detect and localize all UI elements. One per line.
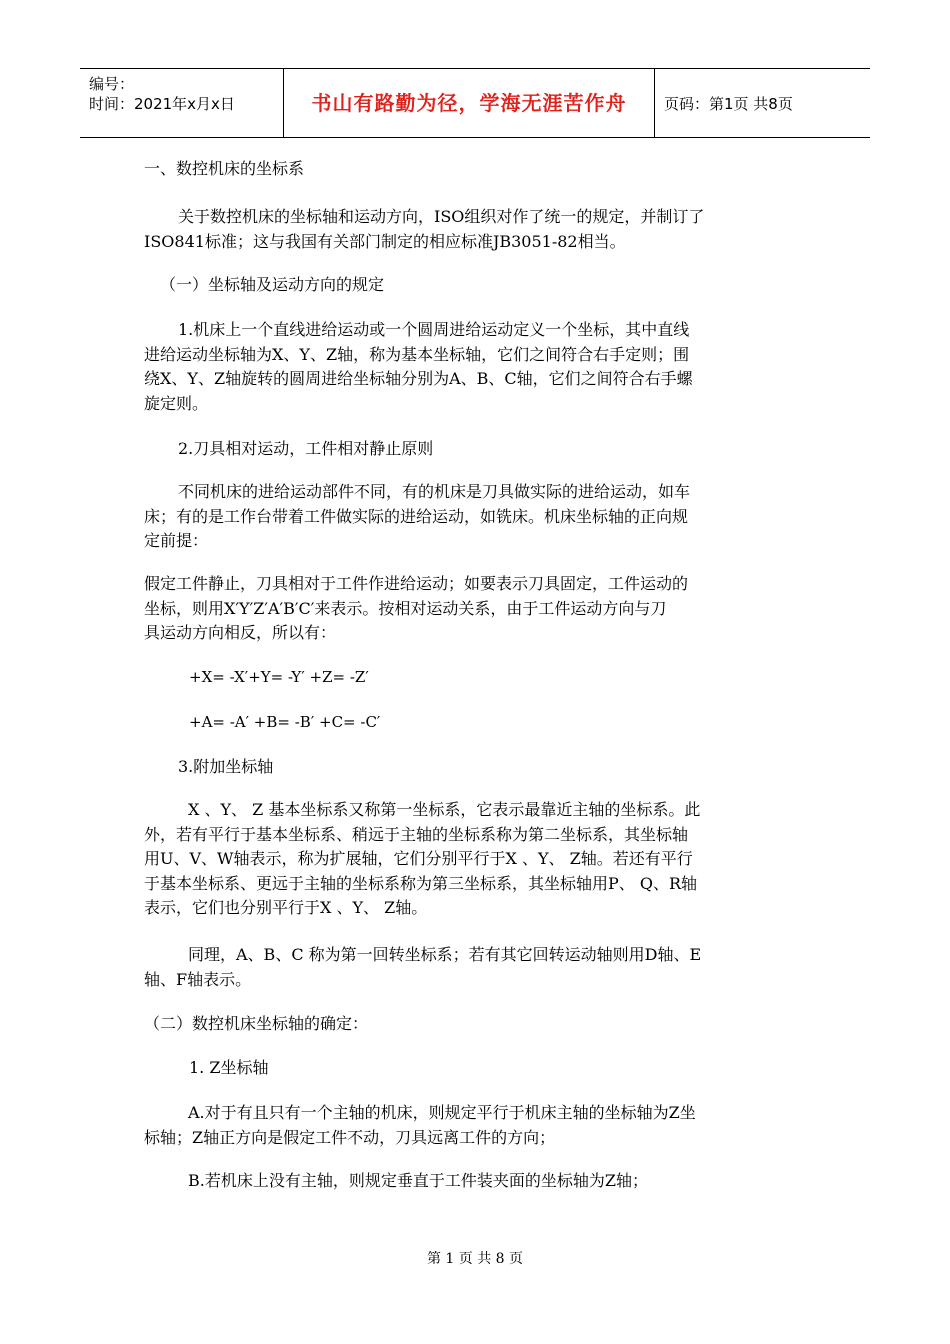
header-motto: 书山有路勤为径，学海无涯苦作舟 [311, 90, 627, 115]
item3-paragraph-2: 同理，A、B、C 称为第一回转坐标系；若有其它回转运动轴则用D轴、E 轴、F轴表示。 [144, 945, 702, 989]
header-meta-cell [80, 69, 283, 137]
item3-paragraph-1: X 、Y、 Z 基本坐标系又称第一坐标系，它表示最靠近主轴的坐标系。此 外，若有平行于基本坐标系、稍远于主轴的坐标系称为第二坐标系，其坐标轴 用U、V、W轴表示，称为扩展轴，它们分别平行于X 、Y、 Z轴。若还有平行 于基本坐标系、更远于主轴的坐标系称为第三坐标系，其坐标轴用P、 Q、R轴 表示，它们也分别平行于X 、Y、 Z轴。 [144, 800, 701, 917]
page-header [80, 68, 870, 138]
header-number-label: 编号： [89, 75, 135, 93]
header-motto-cell [283, 69, 655, 137]
sub1-title: （一）坐标轴及运动方向的规定 [160, 275, 385, 294]
sub2-title: （二）数控机床坐标轴的确定： [144, 1014, 369, 1033]
z-axis-title: 1. Z坐标轴 [189, 1058, 269, 1077]
header-page-info: 页码：第1页 共8页 [664, 95, 793, 113]
header-time-label: 时间：2021年x月x日 [89, 95, 235, 113]
z-axis-rule-b: B.若机床上没有主轴，则规定垂直于工件装夹面的坐标轴为Z轴； [188, 1171, 648, 1190]
item2-paragraph-1: 不同机床的进给运动部件不同，有的机床是刀具做实际的进给运动，如车 床；有的是工作台带着工件做实际的进给运动，如铣床。机床坐标轴的正向规 定前提： [144, 482, 691, 550]
z-axis-rule-a: A.对于有且只有一个主轴的机床，则规定平行于机床主轴的坐标轴为Z坐 标轴；Z轴正方向是假定工件不动，刀具远离工件的方向； [144, 1103, 696, 1147]
item1-paragraph: 1.机床上一个直线进给运动或一个圆周进给运动定义一个坐标，其中直线 进给运动坐标轴为X、Y、Z轴，称为基本坐标轴，它们之间符合右手定则；围 绕X、Y、Z轴旋转的圆周进给坐标轴分别为A、B、C轴，它们之间符合右手螺 旋定则。 [144, 320, 693, 413]
item2-title: 2.刀具相对运动，工件相对静止原则 [178, 439, 434, 458]
section1-title: 一、数控机床的坐标系 [144, 159, 305, 178]
page-footer: 第 1 页 共 8 页 [426, 1251, 524, 1267]
formula-2: +A= -A′ +B= -B′ +C= -C′ [189, 713, 381, 731]
item2-paragraph-2: 假定工件静止，刀具相对于工件作进给运动；如要表示刀具固定，工件运动的 坐标，则用X′Y′Z′A′B′C′来表示。按相对运动关系，由于工件运动方向与刀 具运动方向相反，所以有： [144, 574, 689, 642]
formula-1: +X= -X′+Y= -Y′ +Z= -Z′ [189, 668, 369, 686]
item3-title: 3.附加坐标轴 [178, 757, 274, 776]
intro-paragraph: 关于数控机床的坐标轴和运动方向，ISO组织对作了统一的规定，并制订了 ISO841标准；这与我国有关部门制定的相应标准JB3051-82相当。 [144, 207, 705, 251]
header-page-cell [654, 69, 870, 137]
